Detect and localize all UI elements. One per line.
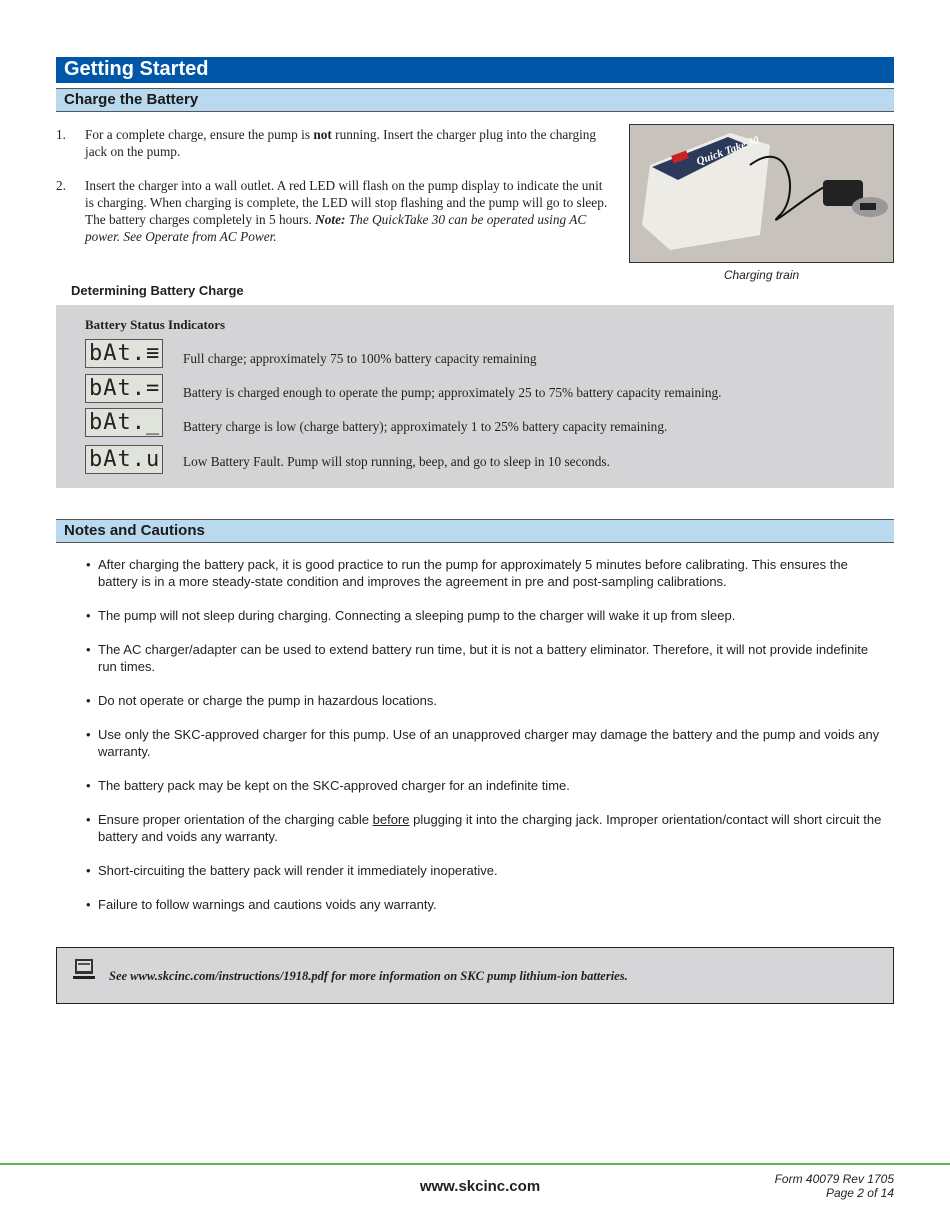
lcd-display-fault: bAt.u bbox=[85, 445, 163, 474]
list-item: • The pump will not sleep during charging. Connecting a sleeping pump to the charger will wake it up from sleep. bbox=[86, 607, 886, 624]
lcd-display-low: bAt._ bbox=[85, 408, 163, 437]
list-item: • Failure to follow warnings and cautions voids any warranty. bbox=[86, 896, 886, 913]
step-number: 2. bbox=[56, 178, 66, 193]
form-number: Form 40079 Rev 1705 bbox=[774, 1172, 894, 1186]
list-item: • Do not operate or charge the pump in hazardous locations. bbox=[86, 692, 886, 709]
battery-charge-heading: Determining Battery Charge bbox=[71, 283, 244, 298]
device-label: Quick Take 30 bbox=[694, 134, 761, 168]
step-text: Insert the charger into a wall outlet. A red LED will flash on the pump display to indicate the unit is charging. When charging is complete, the LED will stop flashing and the pump will go to sleep. The battery charges completely in 5 hours. bbox=[85, 178, 608, 227]
indicator-text: Battery is charged enough to operate the pump; approximately 25 to 75% battery capacity remaining. bbox=[183, 385, 722, 400]
indicator-text: Full charge; approximately 75 to 100% battery capacity remaining bbox=[183, 351, 537, 366]
step-text: running. Insert the charger plug into the charging jack on the pump. bbox=[85, 127, 597, 159]
lcd-display-medium: bAt.= bbox=[85, 374, 163, 403]
charge-steps bbox=[56, 126, 611, 262]
page-number: Page 2 of 14 bbox=[825, 1186, 894, 1200]
list-item: • Use only the SKC-approved charger for this pump. Use of an unapproved charger may damage the battery and the pump and voids any warranty. bbox=[86, 726, 886, 760]
step-number: 1. bbox=[56, 127, 66, 142]
notes-list bbox=[86, 556, 886, 930]
list-item: • The battery pack may be kept on the SKC-approved charger for an indefinite time. bbox=[86, 777, 886, 794]
step-text: For a complete charge, ensure the pump is bbox=[85, 127, 314, 142]
note-text: plugging it into the charging jack. Improper orientation/contact will short circuit the battery and voids any warranty. bbox=[98, 812, 882, 844]
page-title: Getting Started bbox=[56, 57, 894, 83]
step-1 bbox=[56, 126, 611, 160]
indicator-text: Battery charge is low (charge battery); approximately 1 to 25% battery capacity remaining. bbox=[183, 419, 668, 434]
indicator-text: Low Battery Fault. Pump will stop running, beep, and go to sleep in 10 seconds. bbox=[183, 454, 610, 469]
section-header-notes: Notes and Cautions bbox=[56, 519, 894, 543]
list-item bbox=[86, 811, 886, 845]
note-text: Ensure proper orientation of the charging cable bbox=[98, 812, 373, 827]
section-header-charge-battery: Charge the Battery bbox=[56, 88, 894, 112]
step-note: The QuickTake 30 can be operated using AC power. See Operate from AC Power. bbox=[85, 212, 587, 244]
list-item: • After charging the battery pack, it is good practice to run the pump for approximately 5 minutes before calibrating. This ensures the battery is in a more steady-state condition and improves the agreement in pre and post-sampling calibrations. bbox=[86, 556, 886, 590]
photo-caption: Charging train bbox=[723, 268, 800, 282]
note-underline: before bbox=[372, 812, 410, 827]
charging-train-photo bbox=[629, 124, 894, 263]
lcd-display-full: bAt.≡ bbox=[85, 339, 163, 368]
step-2 bbox=[56, 177, 611, 245]
note-label: Note: bbox=[315, 212, 346, 227]
list-item: • Short-circuiting the battery pack will render it immediately inoperative. bbox=[86, 862, 886, 879]
footer-divider bbox=[0, 1163, 950, 1165]
step-bold: not bbox=[313, 127, 332, 142]
computer-icon bbox=[72, 958, 96, 982]
footer-meta bbox=[775, 1172, 894, 1200]
info-text: See www.skcinc.com/instructions/1918.pdf for more information on SKC pump lithium-ion batteries. bbox=[109, 969, 628, 983]
list-item: • The AC charger/adapter can be used to extend battery run time, but it is not a battery eliminator. Therefore, it will not provide indefinite run times. bbox=[86, 641, 886, 675]
footer-url[interactable]: www.skcinc.com bbox=[419, 1178, 541, 1195]
battery-status-title: Battery Status Indicators bbox=[85, 317, 226, 332]
info-box bbox=[56, 947, 894, 1004]
